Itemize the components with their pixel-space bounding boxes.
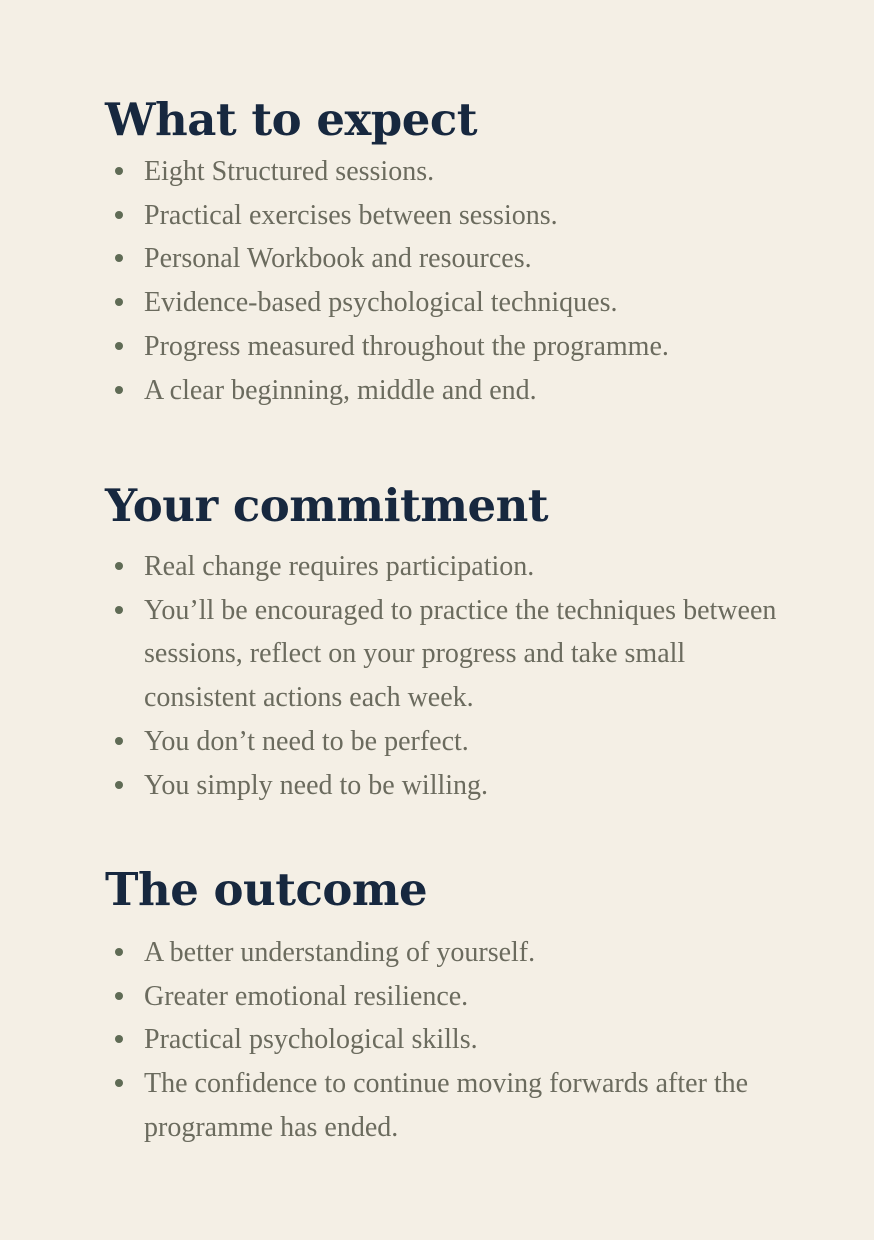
list-item-text: Real change requires participation. — [144, 551, 535, 582]
list-item — [105, 194, 804, 238]
bullet-icon — [115, 298, 123, 306]
bullet-icon — [115, 167, 123, 175]
list-item-text: Practical exercises between sessions. — [144, 199, 558, 231]
list-item-text: Greater emotional resilience. — [144, 980, 469, 1012]
bullet-icon — [115, 211, 123, 219]
list-item-text: Personal Workbook and resources. — [144, 243, 532, 275]
list-item-text: The confidence to continue moving forwards after the programme has ended. — [144, 1068, 749, 1143]
list-item — [105, 931, 804, 975]
bullet-icon — [115, 386, 123, 394]
list-item — [105, 237, 804, 281]
bullet-icon — [115, 1079, 123, 1087]
section-what-to-expect — [105, 92, 805, 412]
section-heading: What to expect — [105, 93, 478, 146]
list-item — [105, 1018, 804, 1062]
list-item — [105, 281, 804, 325]
bullet-icon — [115, 342, 123, 350]
list-item — [105, 545, 804, 589]
list-item — [105, 325, 804, 369]
section-heading: The outcome — [105, 863, 428, 916]
list-item-text: You don’t need to be perfect. — [144, 725, 469, 757]
list-item — [105, 720, 804, 764]
list-item — [105, 589, 804, 720]
bullet-icon — [115, 562, 123, 570]
bullet-list — [105, 545, 805, 807]
section-your-commitment — [105, 478, 805, 807]
list-item-text: Progress measured throughout the programme. — [144, 330, 669, 362]
bullet-icon — [115, 948, 123, 956]
bullet-icon — [115, 1035, 123, 1043]
list-item-text: You simply need to be willing. — [144, 769, 489, 801]
bullet-icon — [115, 992, 123, 1000]
list-item-text: A clear beginning, middle and end. — [144, 374, 537, 406]
list-item-text: You’ll be encouraged to practice the techniques between sessions, reflect on your progress and take small consistent actions each week. — [144, 594, 777, 714]
list-item-text: Eight Structured sessions. — [144, 156, 435, 187]
bullet-icon — [115, 781, 123, 789]
section-heading: Your commitment — [105, 479, 549, 532]
bullet-icon — [115, 737, 123, 745]
list-item — [105, 975, 804, 1019]
list-item — [105, 764, 804, 808]
list-item — [105, 369, 804, 413]
list-item — [105, 1062, 804, 1149]
bullet-icon — [115, 254, 123, 262]
list-item — [105, 150, 804, 194]
list-item-text: Practical psychological skills. — [144, 1024, 478, 1056]
bullet-list — [105, 931, 805, 1150]
bullet-list — [105, 150, 805, 412]
bullet-icon — [115, 606, 123, 614]
list-item-text: A better understanding of yourself. — [144, 937, 536, 968]
section-the-outcome — [105, 862, 805, 1150]
list-item-text: Evidence-based psychological techniques. — [144, 287, 618, 319]
